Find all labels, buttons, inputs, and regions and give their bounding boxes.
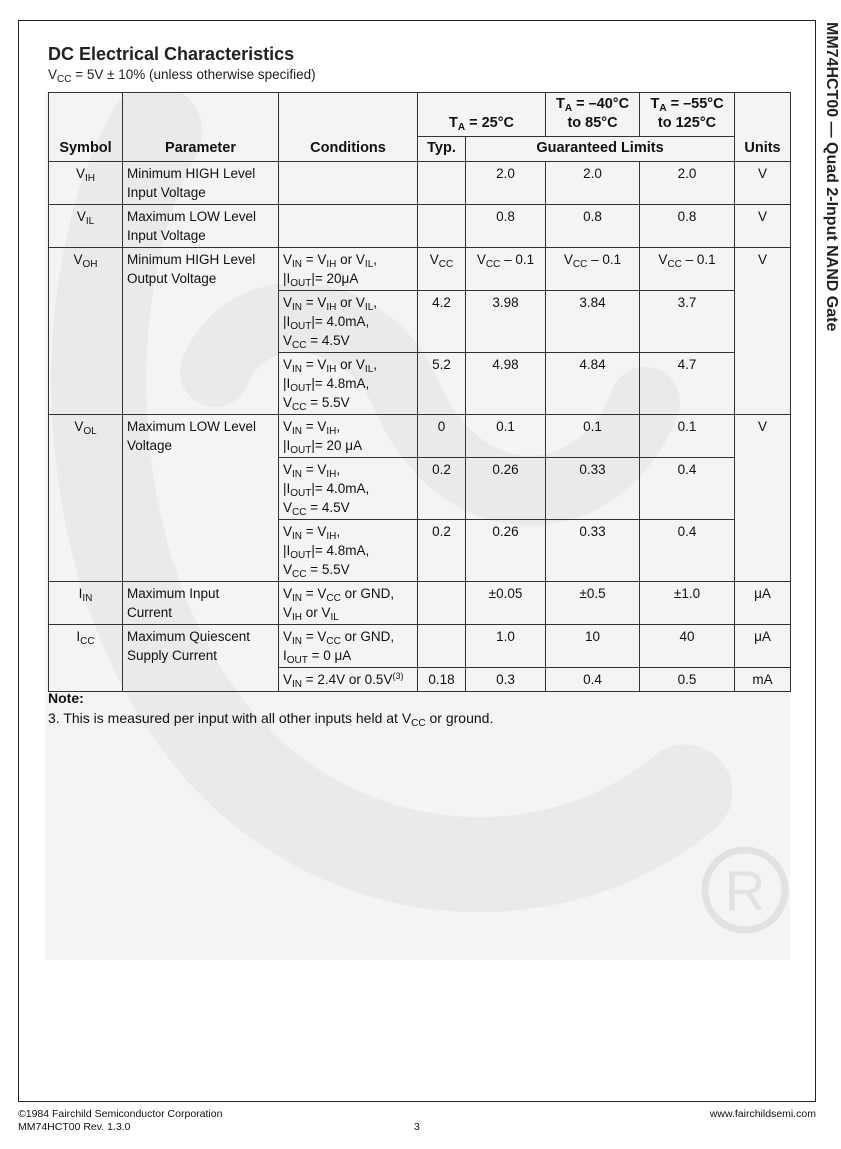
- limit-125-cell: $V_{CC} - 0.1$: [640, 248, 735, 291]
- parameter-cell: Maximum Input Current: [123, 582, 279, 625]
- conditions-cell: $V_{IN} = V_{IH}$ or $V_{IL}$, $|I_{OUT}|= 4.0mA$, $V_{CC} = 4.5V$: [279, 291, 418, 353]
- limit-85-cell: 3.84: [546, 291, 640, 353]
- symbol-cell: $V_{OH}$: [49, 248, 123, 415]
- table-row: [49, 582, 791, 625]
- limit-125-cell: 0.5: [640, 668, 735, 692]
- footer-revision: MM74HCT00 Rev. 1.3.0: [18, 1121, 131, 1133]
- parameter-cell: Maximum LOW Level Voltage: [123, 415, 279, 582]
- conditions-cell: $V_{IN} = 2.4V$ or $0.5V^{(3)}$: [279, 668, 418, 692]
- col-guaranteed-limits: Guaranteed Limits: [466, 137, 735, 162]
- limit-25-cell: 2.0: [466, 162, 546, 205]
- col-symbol: Symbol: [49, 93, 123, 162]
- limit-125-cell: 0.8: [640, 205, 735, 248]
- limit-125-cell: 3.7: [640, 291, 735, 353]
- parameter-cell: Minimum HIGH Level Output Voltage: [123, 248, 279, 415]
- typ-cell: [418, 625, 466, 668]
- limit-25-cell: 4.98: [466, 353, 546, 415]
- parameter-cell: Maximum LOW Level Input Voltage: [123, 205, 279, 248]
- table-header-row: [49, 93, 791, 137]
- typ-cell: $V_{CC}$: [418, 248, 466, 291]
- limit-85-cell: 0.33: [546, 520, 640, 582]
- symbol-cell: $V_{IL}$: [49, 205, 123, 248]
- col-parameter: Parameter: [123, 93, 279, 162]
- limit-25-cell: 0.1: [466, 415, 546, 458]
- unit-cell: μA: [735, 582, 791, 625]
- limit-25-cell: $V_{CC} - 0.1$: [466, 248, 546, 291]
- symbol-cell: $I_{CC}$: [49, 625, 123, 692]
- conditions-cell: $V_{IN} = V_{IH}$, $|I_{OUT}|= 4.0mA$, $V_{CC} = 4.5V$: [279, 458, 418, 520]
- unit-cell: V: [735, 248, 791, 415]
- limit-85-cell: $V_{CC} - 0.1$: [546, 248, 640, 291]
- parameter-cell: Maximum Quiescent Supply Current: [123, 625, 279, 692]
- table-row: [49, 205, 791, 248]
- limit-25-cell: 0.3: [466, 668, 546, 692]
- table-row: [49, 415, 791, 458]
- col-ta-25: $T_A = 25^\circ C$: [418, 93, 546, 137]
- table-row: [49, 248, 791, 291]
- col-typ: Typ.: [418, 137, 466, 162]
- unit-cell: V: [735, 205, 791, 248]
- section-subheading: $V_{CC} = 5V \pm 10\%$ (unless otherwise specified): [48, 67, 316, 85]
- conditions-cell: $V_{IN} = V_{IH}$, $|I_{OUT}|= 20$ μA: [279, 415, 418, 458]
- typ-cell: 0.2: [418, 458, 466, 520]
- typ-cell: 0: [418, 415, 466, 458]
- conditions-cell: [279, 162, 418, 205]
- dc-characteristics-table: [48, 92, 791, 692]
- limit-85-cell: 4.84: [546, 353, 640, 415]
- unit-cell: mA: [735, 668, 791, 692]
- typ-cell: 5.2: [418, 353, 466, 415]
- limit-25-cell: 0.8: [466, 205, 546, 248]
- col-ta-85: $T_A = -40^\circ C$ to 85°C: [546, 93, 640, 137]
- symbol-cell: $V_{OL}$: [49, 415, 123, 582]
- footer-url[interactable]: www.fairchildsemi.com: [709, 1108, 816, 1120]
- conditions-cell: $V_{IN} = V_{CC}$ or GND, $I_{OUT} = 0$ μA: [279, 625, 418, 668]
- limit-85-cell: 0.1: [546, 415, 640, 458]
- typ-cell: [418, 582, 466, 625]
- limit-25-cell: 3.98: [466, 291, 546, 353]
- note-text: 3. This is measured per input with all other inputs held at $V_{CC}$ or ground.: [48, 710, 494, 729]
- limit-85-cell: 0.33: [546, 458, 640, 520]
- footer-page-number: 3: [414, 1121, 420, 1133]
- limit-85-cell: 0.4: [546, 668, 640, 692]
- typ-cell: 0.18: [418, 668, 466, 692]
- limit-125-cell: 0.1: [640, 415, 735, 458]
- limit-85-cell: 2.0: [546, 162, 640, 205]
- unit-cell: μA: [735, 625, 791, 668]
- limit-125-cell: ±1.0: [640, 582, 735, 625]
- limit-125-cell: 2.0: [640, 162, 735, 205]
- limit-25-cell: 0.26: [466, 458, 546, 520]
- typ-cell: [418, 205, 466, 248]
- limit-125-cell: 0.4: [640, 520, 735, 582]
- conditions-cell: $V_{IN} = V_{IH}$, $|I_{OUT}|= 4.8mA$, $V_{CC} = 5.5V$: [279, 520, 418, 582]
- conditions-cell: $V_{IN} = V_{IH}$ or $V_{IL}$, $|I_{OUT}|= 4.8mA$, $V_{CC} = 5.5V$: [279, 353, 418, 415]
- footer-copyright: ©1984 Fairchild Semiconductor Corporation: [18, 1108, 223, 1120]
- limit-85-cell: 10: [546, 625, 640, 668]
- col-ta-125: $T_A = -55^\circ C$ to 125°C: [640, 93, 735, 137]
- parameter-cell: Minimum HIGH Level Input Voltage: [123, 162, 279, 205]
- conditions-cell: $V_{IN} = V_{IH}$ or $V_{IL}$, $|I_{OUT}|= 20\mu A$: [279, 248, 418, 291]
- limit-25-cell: 1.0: [466, 625, 546, 668]
- note-heading: Note:: [48, 690, 84, 706]
- limit-125-cell: 40: [640, 625, 735, 668]
- side-title: MM74HCT00 — Quad 2-Input NAND Gate: [823, 22, 840, 332]
- typ-cell: 0.2: [418, 520, 466, 582]
- svg-text:R: R: [724, 859, 766, 922]
- unit-cell: V: [735, 162, 791, 205]
- conditions-cell: $V_{IN} = V_{CC}$ or GND, $V_{IH}$ or $V_{IL}$: [279, 582, 418, 625]
- typ-cell: 4.2: [418, 291, 466, 353]
- symbol-cell: $V_{IH}$: [49, 162, 123, 205]
- limit-125-cell: 0.4: [640, 458, 735, 520]
- table-row: [49, 625, 791, 668]
- symbol-cell: $I_{IN}$: [49, 582, 123, 625]
- limit-25-cell: 0.26: [466, 520, 546, 582]
- section-heading: DC Electrical Characteristics: [48, 44, 295, 64]
- unit-cell: V: [735, 415, 791, 582]
- table-row: [49, 162, 791, 205]
- conditions-cell: [279, 205, 418, 248]
- limit-85-cell: 0.8: [546, 205, 640, 248]
- limit-25-cell: ±0.05: [466, 582, 546, 625]
- limit-125-cell: 4.7: [640, 353, 735, 415]
- limit-85-cell: ±0.5: [546, 582, 640, 625]
- col-units: Units: [735, 93, 791, 162]
- typ-cell: [418, 162, 466, 205]
- col-conditions: Conditions: [279, 93, 418, 162]
